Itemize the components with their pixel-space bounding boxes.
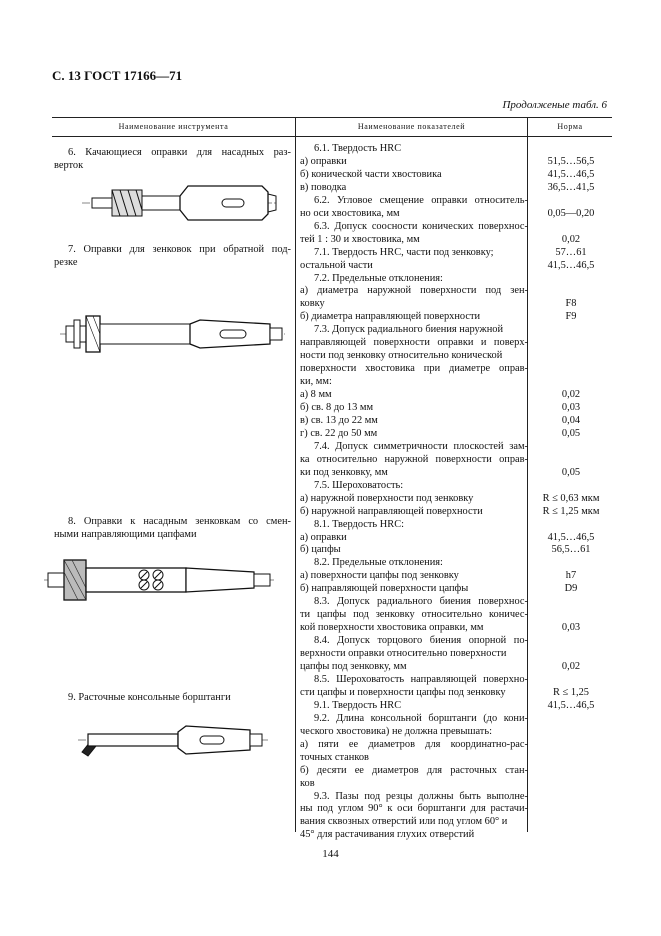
indicator-text: 9.2. Длина консольной борштанги (до кони- — [314, 712, 528, 724]
counterbore-pilot-mandrel-drawing — [44, 558, 274, 602]
indicator-text: точных станков — [300, 751, 369, 763]
norm-cell — [530, 260, 612, 273]
indicator-cell — [300, 182, 528, 195]
norm-cell — [530, 661, 612, 674]
indicator-cell — [300, 687, 528, 700]
indicator-text: б) св. 8 до 13 мм — [300, 402, 374, 413]
indicator-cell — [300, 609, 528, 622]
indicator-text: ки под зенковку, мм — [300, 466, 388, 478]
indicator-cell — [300, 428, 528, 441]
indicator-cell — [300, 454, 528, 467]
indicator-cell — [300, 752, 528, 765]
indicator-cell — [300, 285, 528, 298]
table-top-rule — [52, 117, 612, 118]
norm-value: 0,03 — [561, 402, 581, 413]
indicator-cell — [300, 635, 528, 648]
indicator-text: 8.5. Шероховатость направляющей поверхно- — [314, 673, 528, 685]
swinging-mandrel-drawing — [82, 178, 277, 228]
norm-cell — [530, 493, 612, 506]
indicator-text: 8.4. Допуск торцового биения опорной по- — [314, 635, 528, 647]
indicator-cell — [300, 415, 528, 428]
indicator-cell — [300, 208, 528, 221]
indicator-text: б) цапфы — [300, 544, 341, 556]
norm-cell — [530, 389, 612, 402]
column-header-tool: Наименование инструмента — [118, 122, 229, 131]
indicator-cell — [300, 700, 528, 713]
norm-cell — [530, 298, 612, 311]
indicator-text: верхности оправки относительно поверхности — [300, 648, 507, 660]
norm-value: 0,02 — [561, 661, 581, 672]
norm-value: D9 — [564, 583, 578, 595]
indicator-text: 6.1. Твердость HRC — [314, 143, 402, 154]
tool-name-line: 8. Оправки к насадным зенковкам со смен- — [68, 516, 291, 527]
tool-name-7 — [54, 244, 291, 270]
indicator-text: 9.3. Пазы под резцы должны быть выполне- — [314, 790, 528, 802]
tool-name-line: 9. Расточные консольные борштанги — [68, 692, 231, 703]
norm-value: 51,5…56,5 — [547, 155, 595, 167]
indicator-text: ковку — [300, 298, 325, 310]
norm-cell — [530, 247, 612, 260]
indicator-text: б) десяти ее диаметров для расточных стан- — [300, 764, 528, 776]
indicator-cell — [300, 143, 528, 156]
indicator-text: б) наружной направляющей поверхности — [300, 505, 483, 517]
column-header-norm: Норма — [557, 122, 583, 131]
norm-cell — [530, 169, 612, 182]
indicator-cell — [300, 519, 528, 532]
norm-cell — [530, 415, 612, 428]
indicator-text: б) диаметра направляющей поверхности — [300, 311, 481, 323]
indicator-cell — [300, 493, 528, 506]
page-number: 144 — [322, 848, 339, 860]
indicator-text: в) св. 13 до 22 мм — [300, 414, 378, 426]
indicator-text: ны под углом 90° к оси борштанги для растачи- — [300, 803, 528, 815]
indicator-text: цапфы под зенковку, мм — [300, 661, 407, 672]
table-continuation-note: Продолженые табл. 6 — [502, 99, 607, 111]
indicator-text: г) св. 22 до 50 мм — [300, 427, 378, 439]
back-counterbore-mandrel-drawing — [60, 312, 285, 356]
column-divider-1 — [295, 117, 296, 832]
norm-cell — [530, 182, 612, 195]
indicator-cell — [300, 376, 528, 389]
indicator-text: б) направляющей поверхности цапфы — [300, 583, 469, 595]
norm-cell — [530, 700, 612, 713]
indicator-cell — [300, 506, 528, 519]
indicator-text: 6.3. Допуск соосности конических поверхнос- — [314, 220, 528, 232]
indicator-text: ческого хвостовика) не должна превышать: — [300, 725, 492, 737]
norm-cell — [530, 428, 612, 441]
indicator-cell — [300, 169, 528, 182]
norm-cell — [530, 544, 612, 557]
norm-cell — [530, 583, 612, 596]
indicator-cell — [300, 596, 528, 609]
norm-value: F8 — [565, 298, 577, 310]
indicator-cell — [300, 273, 528, 286]
indicator-cell — [300, 441, 528, 454]
indicator-cell — [300, 221, 528, 234]
indicator-cell — [300, 583, 528, 596]
indicator-text: 7.1. Твердость HRC, части под зенковку; — [314, 246, 494, 258]
indicator-cell — [300, 195, 528, 208]
indicator-cell — [300, 402, 528, 415]
norm-value: 41,5…46,5 — [547, 168, 595, 180]
indicator-text: 7.3. Допуск радиального биения наружной — [314, 324, 504, 336]
indicator-cell — [300, 765, 528, 778]
indicator-cell — [300, 713, 528, 726]
indicator-cell — [300, 622, 528, 635]
norm-value: R ≤ 0,63 мкм — [542, 492, 600, 504]
norm-value: 36,5…41,5 — [547, 181, 595, 193]
norm-cell — [530, 532, 612, 545]
indicator-text: 8.1. Твердость HRC: — [314, 518, 405, 530]
norm-value: 41,5…46,5 — [547, 699, 595, 711]
norm-value: 0,02 — [561, 233, 581, 245]
norm-value: h7 — [565, 570, 577, 582]
indicator-cell — [300, 544, 528, 557]
indicator-cell — [300, 311, 528, 324]
page-title: С. 13 ГОСТ 17166—71 — [52, 68, 183, 83]
tool-name-line: резке — [54, 256, 78, 268]
indicator-text: 7.2. Предельные отклонения: — [314, 272, 443, 284]
tool-name-6 — [54, 147, 291, 173]
indicator-cell — [300, 324, 528, 337]
indicator-text: ности под зенковку относительно конической — [300, 350, 503, 362]
indicator-text: 7.4. Допуск симметричности плоскостей зам- — [314, 440, 528, 452]
norm-value: 56,5…61 — [551, 544, 591, 556]
norm-cell — [530, 622, 612, 635]
indicator-cell — [300, 350, 528, 363]
indicator-cell — [300, 829, 528, 842]
norm-value: 0,04 — [561, 414, 581, 426]
indicator-text: ка относительно наружной поверхности оправ- — [300, 453, 528, 465]
tool-name-line: 7. Оправки для зенковок при обратной под- — [68, 244, 291, 255]
norm-value: 57…61 — [555, 246, 587, 258]
norm-cell — [530, 687, 612, 700]
indicator-cell — [300, 816, 528, 829]
indicator-cell — [300, 532, 528, 545]
norm-cell — [530, 156, 612, 169]
tool-name-line: 6. Качающиеся оправки для насадных раз- — [68, 147, 291, 158]
indicator-text: а) оправки — [300, 531, 347, 543]
indicator-text: направляющей поверхности оправки и поверх- — [300, 337, 528, 349]
indicator-text: вания сквозных отверстий или под углом 60° и — [300, 816, 508, 828]
indicator-text: 7.5. Шероховатость: — [314, 479, 404, 491]
indicator-text: а) 8 мм — [300, 389, 332, 401]
norm-value: 0,02 — [561, 389, 581, 401]
tool-name-line: ными направляющими цапфами — [54, 528, 197, 540]
norm-cell — [530, 570, 612, 583]
norm-value: 0,05—0,20 — [547, 207, 595, 219]
norm-cell — [530, 234, 612, 247]
indicator-cell — [300, 778, 528, 791]
indicator-cell — [300, 674, 528, 687]
indicator-text: сти цапфы и поверхности цапфы под зенковку — [300, 686, 506, 698]
norm-value: F9 — [565, 311, 577, 323]
norm-value: R ≤ 1,25 мкм — [542, 505, 600, 517]
boring-bar-drawing — [78, 722, 268, 762]
indicator-text: 8.2. Предельные отклонения: — [314, 557, 443, 569]
indicator-cell — [300, 467, 528, 480]
indicator-cell — [300, 156, 528, 169]
indicator-text: б) конической части хвостовика — [300, 168, 442, 180]
indicator-cell — [300, 791, 528, 804]
indicator-cell — [300, 726, 528, 739]
indicator-text: 45° для растачивания глухих отверстий — [300, 829, 475, 841]
norm-value: 0,03 — [561, 622, 581, 634]
indicator-text: ки, мм: — [300, 376, 332, 388]
indicator-text: в) поводка — [300, 181, 347, 193]
norm-cell — [530, 506, 612, 519]
indicator-cell — [300, 337, 528, 350]
indicator-text: ти цапфы под зенковку относительно коничес- — [300, 609, 528, 621]
indicator-cell — [300, 298, 528, 311]
indicator-cell — [300, 557, 528, 570]
norm-cell — [530, 208, 612, 221]
indicator-text: поверхности хвостовика при диаметре оправ- — [300, 363, 528, 375]
indicator-text: тей 1 : 30 и хвостовика, мм — [300, 233, 420, 245]
indicator-text: а) диаметра наружной поверхности под зен- — [300, 285, 528, 297]
indicator-cell — [300, 648, 528, 661]
indicator-cell — [300, 570, 528, 583]
norm-value: 41,5…46,5 — [547, 531, 595, 543]
indicator-text: а) поверхности цапфы под зенковку — [300, 570, 459, 582]
norm-value: 41,5…46,5 — [547, 259, 595, 271]
indicator-text: кой поверхности хвостовика оправки, мм — [300, 622, 484, 634]
norm-cell — [530, 311, 612, 324]
indicator-text: а) наружной поверхности под зенковку — [300, 492, 474, 504]
indicator-cell — [300, 260, 528, 273]
indicator-cell — [300, 739, 528, 752]
indicator-cell — [300, 234, 528, 247]
indicator-text: ков — [300, 777, 315, 789]
indicator-text: 9.1. Твердость HRC — [314, 699, 402, 711]
column-header-indicator: Наименование показателей — [357, 122, 466, 131]
indicator-cell — [300, 247, 528, 260]
indicator-text: 6.2. Угловое смещение оправки относитель- — [314, 194, 528, 206]
indicator-cell — [300, 803, 528, 816]
indicator-cell — [300, 661, 528, 674]
norm-cell — [530, 467, 612, 480]
tool-name-line: верток — [54, 159, 84, 171]
indicator-cell — [300, 389, 528, 402]
tool-name-9 — [54, 692, 291, 705]
norm-value: 0,05 — [561, 466, 581, 478]
indicator-text: а) оправки — [300, 155, 347, 167]
indicator-text: остальной части — [300, 259, 373, 271]
norm-cell — [530, 402, 612, 415]
indicator-text: 8.3. Допуск радиального биения поверхнос- — [314, 596, 528, 608]
norm-value: 0,05 — [561, 427, 581, 439]
norm-value: R ≤ 1,25 — [552, 686, 589, 698]
indicator-text: а) пяти ее диаметров для координатно-рас- — [300, 738, 528, 750]
indicator-cell — [300, 363, 528, 376]
tool-name-8 — [54, 516, 291, 542]
indicator-cell — [300, 480, 528, 493]
indicator-text: но оси хвостовика, мм — [300, 207, 400, 219]
table-header-rule — [52, 136, 612, 137]
